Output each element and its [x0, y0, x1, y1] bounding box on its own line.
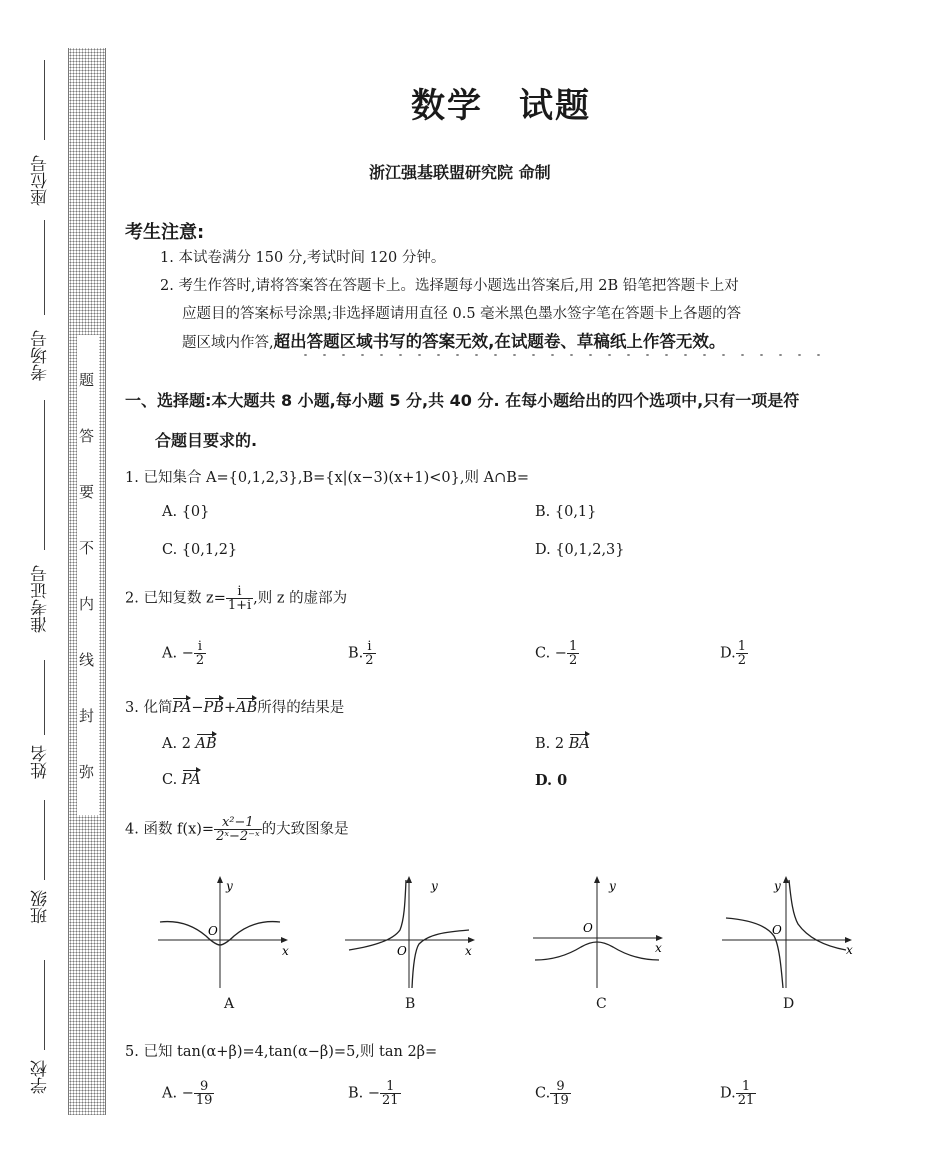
curve-right — [412, 930, 469, 988]
y-label: y — [431, 879, 438, 893]
notice-plain-text: 题区域内作答, — [182, 335, 274, 351]
q2-option-b — [348, 640, 376, 667]
q1-option-b: B. {0,1} — [535, 504, 597, 520]
y-label: y — [226, 879, 233, 893]
section-heading-cont: 合题目要求的. — [155, 431, 258, 450]
x-axis-arrow — [468, 937, 475, 943]
fraction-numerator: i — [367, 639, 372, 654]
origin-label: O — [397, 944, 407, 958]
option-label: B. − — [348, 1085, 381, 1102]
origin-label: O — [772, 923, 782, 937]
field-admission-number: 准考证号 — [31, 565, 51, 633]
graph-d-label: D — [783, 996, 795, 1012]
fraction-denominator: 2 — [568, 653, 578, 668]
field-class: 班级 — [31, 890, 51, 924]
q2-option-a — [162, 640, 206, 667]
x-label: x — [282, 944, 289, 958]
notice-item-1: 1. 本试卷满分 150 分,考试时间 120 分钟。 — [160, 250, 446, 266]
vector: AB — [236, 700, 258, 716]
vector: PA — [172, 700, 192, 716]
graph-b — [345, 870, 485, 990]
option-fraction — [194, 1080, 215, 1107]
notice-item-2-line-2: 应题目的答案标号涂黑;非选择题请用直径 0.5 毫米黑色墨水签字笔在答题卡上各题的答 — [182, 306, 742, 322]
field-school: 学校 — [31, 1060, 51, 1094]
question-5-stem: 5. 已知 tan(α+β)=4,tan(α−β)=5,则 tan 2β= — [125, 1044, 438, 1060]
option-label: A. − — [162, 1085, 194, 1102]
graph-c — [533, 870, 673, 990]
vector: BA — [568, 736, 590, 752]
fraction-denominator: 1+i — [227, 598, 252, 613]
option-fraction — [550, 1080, 571, 1107]
q3-stem-post: 所得的结果是 — [257, 700, 345, 716]
fraction-denominator: 2 — [365, 653, 374, 668]
field-seat-number: 座位号 — [31, 155, 51, 206]
origin-label: O — [208, 924, 218, 938]
q2-option-d — [720, 640, 748, 667]
vector: PB — [203, 700, 224, 716]
option-fraction — [194, 640, 206, 667]
option-fraction — [567, 640, 579, 667]
q1-option-c: C. {0,1,2} — [162, 542, 238, 558]
fraction-denominator: 21 — [737, 1093, 755, 1108]
option-label: C. — [535, 1085, 551, 1102]
notice-item-2-line-1: 2. 考生作答时,请将答案答在答题卡上。选择题每小题选出答案后,用 2B 铅笔把答题卡上对 — [160, 278, 739, 294]
question-4-stem — [125, 816, 349, 843]
option-fraction — [736, 640, 748, 667]
fraction-numerator: 1 — [386, 1079, 395, 1094]
seal-char: 要 — [77, 484, 95, 499]
section-heading: 一、选择题:本大题共 8 小题,每小题 5 分,共 40 分. 在每小题给出的四个选项中,只有一项是符 — [125, 391, 800, 410]
option-label: C. — [162, 772, 178, 788]
q4-stem-pre: 4. 函数 f(x)= — [125, 821, 215, 838]
q5-option-b — [348, 1080, 401, 1107]
y-axis-arrow — [217, 876, 223, 883]
notice-heading: 考生注意: — [125, 222, 205, 243]
fraction-denominator: 19 — [195, 1093, 213, 1108]
q2-fraction — [226, 585, 253, 612]
option-label: A. 2 — [162, 736, 191, 752]
page-title: 数学 试题 — [411, 86, 591, 126]
question-1-stem: 1. 已知集合 A={0,1,2,3},B={x|(x−3)(x+1)<0},则 A∩B= — [125, 470, 530, 486]
emphasis-dots — [296, 353, 836, 357]
y-label: y — [609, 879, 616, 893]
seal-char: 题 — [77, 372, 95, 387]
option-label: D. — [720, 1085, 736, 1102]
notice-item-2-line-3 — [182, 328, 725, 352]
vector: AB — [195, 736, 217, 752]
option-fraction — [736, 1080, 757, 1107]
graph-a — [158, 870, 298, 990]
notice-emphasis-text: 超出答题区域书写的答案无效,在试题卷、草稿纸上作答无效。 — [273, 332, 726, 351]
q2-stem-post: ,则 z 的虚部为 — [253, 590, 348, 607]
option-fraction — [363, 640, 375, 667]
fraction-numerator: 1 — [737, 639, 746, 654]
q1-option-a: A. {0} — [162, 504, 210, 520]
y-axis-arrow — [406, 876, 412, 883]
fraction-denominator: 19 — [552, 1093, 569, 1108]
y-label: y — [774, 879, 781, 893]
q5-option-d — [720, 1080, 756, 1107]
q4-fraction — [214, 816, 262, 843]
question-3-stem — [125, 696, 344, 717]
seal-char: 弥 — [77, 764, 95, 779]
q5-option-c — [535, 1080, 571, 1107]
seal-char: 封 — [77, 708, 95, 723]
field-name: 姓名 — [31, 745, 51, 779]
fraction-numerator: 1 — [568, 639, 578, 654]
fraction-numerator: i — [237, 584, 242, 599]
y-axis-arrow — [783, 876, 789, 883]
fraction-denominator: 21 — [382, 1093, 399, 1108]
vector: PA — [181, 772, 201, 788]
option-fraction — [380, 1080, 401, 1107]
field-line — [44, 400, 45, 550]
graph-b-label: B — [405, 996, 416, 1012]
fraction-denominator: 2ˣ−2⁻ˣ — [216, 829, 260, 844]
option-label: C. − — [535, 645, 567, 662]
page-subtitle: 浙江强基联盟研究院 命制 — [369, 163, 551, 182]
seal-char: 线 — [77, 652, 95, 667]
graph-a-label: A — [224, 996, 235, 1012]
field-line — [44, 60, 45, 140]
field-line — [44, 960, 45, 1050]
q3-option-d: D. 0 — [535, 772, 568, 789]
field-exam-room: 考场号 — [31, 330, 51, 381]
field-line — [44, 220, 45, 315]
fraction-numerator: 9 — [556, 1079, 565, 1094]
q3-option-b — [535, 736, 590, 752]
x-label: x — [465, 944, 472, 958]
graph-c-label: C — [596, 996, 607, 1012]
x-axis-arrow — [281, 937, 288, 943]
fraction-denominator: 2 — [195, 653, 205, 668]
q2-stem-pre: 2. 已知复数 z= — [125, 590, 226, 607]
q1-option-d: D. {0,1,2,3} — [535, 542, 625, 558]
question-2-stem — [125, 585, 347, 612]
x-label: x — [846, 943, 853, 957]
origin-label: O — [583, 921, 593, 935]
q5-option-a — [162, 1080, 214, 1107]
option-label: B. 2 — [535, 736, 565, 752]
q2-option-c — [535, 640, 579, 667]
operator: − — [191, 700, 204, 716]
seal-text-box — [77, 335, 99, 815]
seal-char: 内 — [77, 596, 95, 611]
field-line — [44, 800, 45, 880]
option-label: B. — [348, 645, 364, 662]
fraction-numerator: 1 — [741, 1079, 751, 1094]
q3-option-a — [162, 736, 217, 752]
graph-d — [722, 870, 862, 990]
fraction-numerator: i — [197, 639, 203, 654]
q3-stem-pre: 3. 化简 — [125, 700, 173, 716]
seal-char: 答 — [77, 428, 95, 443]
fraction-numerator: x²−1 — [221, 815, 254, 830]
fraction-numerator: 9 — [199, 1079, 209, 1094]
operator: + — [223, 700, 237, 716]
fraction-denominator: 2 — [737, 653, 746, 668]
y-axis-arrow — [594, 876, 600, 883]
q4-stem-post: 的大致图象是 — [261, 821, 349, 838]
option-label: D. — [720, 645, 736, 662]
seal-char: 不 — [77, 540, 95, 555]
q3-option-c — [162, 772, 201, 788]
option-label: A. − — [162, 645, 194, 662]
field-line — [44, 660, 45, 735]
x-label: x — [655, 941, 662, 955]
